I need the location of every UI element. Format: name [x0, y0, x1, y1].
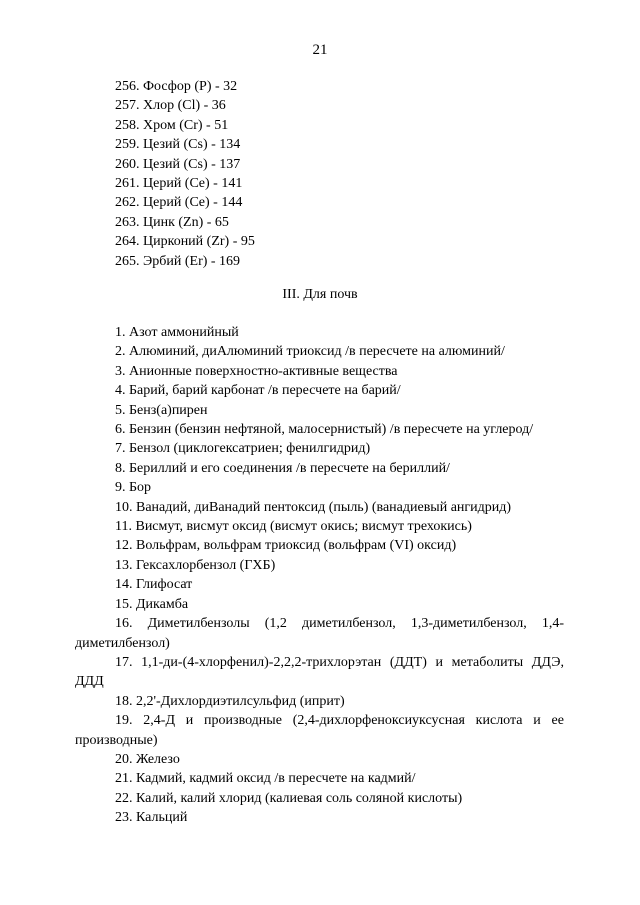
- list-item: 17. 1,1-ди-(4-хлорфенил)-2,2,2-трихлорэтан (ДДТ) и метаболиты ДДЭ, ДДД: [75, 654, 564, 690]
- list-item: 14. Глифосат: [115, 577, 193, 593]
- list-item: 13. Гексахлорбензол (ГХБ): [115, 557, 276, 573]
- list-item: 23. Кальций: [115, 810, 188, 826]
- continued-substance-list: [115, 77, 255, 271]
- list-item: 265. Эрбий (Er) - 169: [115, 253, 241, 269]
- list-item: 258. Хром (Cr) - 51: [115, 117, 229, 133]
- list-item: 260. Цезий (Cs) - 137: [115, 156, 241, 172]
- list-item: 7. Бензол (циклогексатриен; фенилгидрид): [115, 441, 371, 457]
- list-item: 5. Бенз(а)пирен: [115, 402, 208, 418]
- list-item: 18. 2,2'-Дихлордиэтилсульфид (иприт): [115, 693, 345, 709]
- soil-substance-list: [75, 323, 564, 828]
- list-item: 264. Цирконий (Zr) - 95: [115, 234, 255, 250]
- list-item: 21. Кадмий, кадмий оксид /в пересчете на кадмий/: [115, 771, 416, 787]
- list-item: 257. Хлор (Cl) - 36: [115, 98, 226, 114]
- list-item: 8. Бериллий и его соединения /в пересчете на бериллий/: [115, 460, 450, 476]
- list-item: 15. Дикамба: [115, 596, 189, 612]
- section-heading: III. Для почв: [282, 287, 358, 302]
- list-item: 19. 2,4-Д и производные (2,4-дихлорфеноксиуксусная кислота и ее производные): [75, 713, 564, 748]
- list-item: 256. Фосфор (P) - 32: [115, 79, 238, 94]
- list-item: 16. Диметилбензолы (1,2 диметилбензол, 1,3-диметилбензол, 1,4-диметилбензол): [75, 616, 564, 651]
- list-item: 10. Ванадий, диВанадий пентоксид (пыль) (ванадиевый ангидрид): [115, 499, 512, 515]
- list-item: 4. Барий, барий карбонат /в пересчете на барий/: [115, 383, 401, 399]
- list-item: 262. Церий (Ce) - 144: [115, 195, 243, 211]
- list-item: 3. Анионные поверхностно-активные вещества: [115, 363, 398, 379]
- list-item: 261. Церий (Ce) - 141: [115, 176, 243, 192]
- list-item: 259. Цезий (Cs) - 134: [115, 137, 241, 153]
- list-item: 1. Азот аммонийный: [115, 325, 239, 340]
- list-item: 6. Бензин (бензин нефтяной, малосернистый) /в пересчете на углерод/: [115, 422, 534, 438]
- page-number: 21: [312, 42, 328, 58]
- list-item: 9. Бор: [115, 480, 152, 496]
- list-item: 11. Висмут, висмут оксид (висмут окись; висмут трехокись): [115, 519, 472, 535]
- list-item: 2. Алюминий, диАлюминий триоксид /в пересчете на алюминий/: [115, 344, 505, 360]
- list-item: 263. Цинк (Zn) - 65: [115, 214, 229, 230]
- list-item: 22. Калий, калий хлорид (калиевая соль соляной кислоты): [115, 790, 463, 806]
- list-item: 12. Вольфрам, вольфрам триоксид (вольфрам (VI) оксид): [115, 538, 457, 554]
- list-item: 20. Железо: [115, 751, 180, 767]
